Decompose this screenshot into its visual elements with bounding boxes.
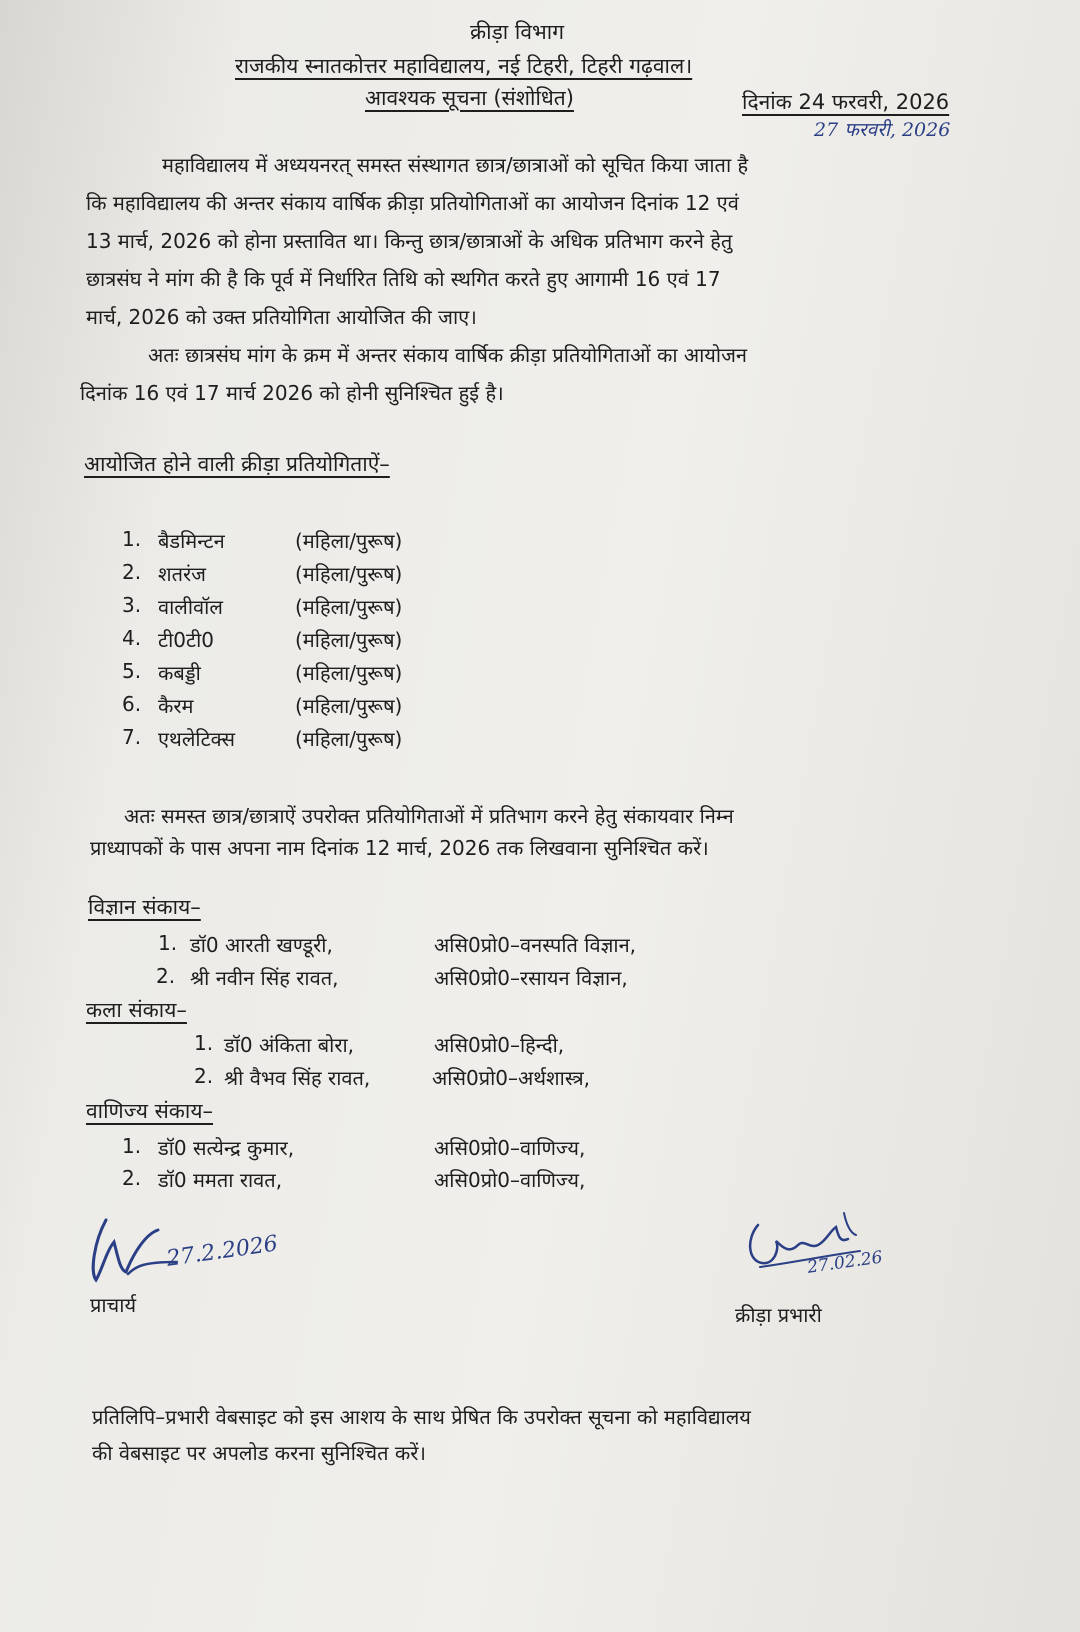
member-designation: असि0प्रो0–रसायन विज्ञान,	[434, 966, 628, 990]
paragraph-line: महाविद्यालय में अध्ययनरत् समस्त संस्थागत छात्र/छात्राओं को सूचित किया जाता है	[162, 153, 749, 177]
notice-date: दिनांक 24 फरवरी, 2026	[742, 90, 950, 114]
sport-name: वालीवॉल	[158, 595, 223, 619]
member-designation: असि0प्रो0–वनस्पति विज्ञान,	[434, 933, 637, 957]
sport-number: 5.	[122, 659, 142, 683]
paragraph-line: प्राध्यापकों के पास अपना नाम दिनांक 12 मार्च, 2026 तक लिखवाना सुनिश्चित करें।	[90, 836, 709, 860]
sport-category: (महिला/पुरूष)	[295, 727, 403, 751]
sports-incharge-signature-date: 27.02.26	[806, 1247, 884, 1278]
faculty-heading-arts: कला संकाय–	[86, 998, 187, 1022]
member-number: 1.	[122, 1134, 142, 1158]
sport-category: (महिला/पुरूष)	[295, 562, 403, 586]
principal-title: प्राचार्य	[90, 1293, 137, 1317]
paragraph-line: की वेबसाइट पर अपलोड करना सुनिश्चित करें।	[92, 1441, 426, 1465]
member-name: श्री वैभव सिंह रावत,	[224, 1066, 371, 1090]
sport-category: (महिला/पुरूष)	[295, 529, 403, 553]
member-number: 2.	[194, 1064, 214, 1088]
member-name: श्री नवीन सिंह रावत,	[190, 966, 339, 990]
notice-title: आवश्यक सूचना (संशोधित)	[365, 86, 574, 110]
member-number: 2.	[156, 964, 176, 988]
paragraph-line: मार्च, 2026 को उक्त प्रतियोगिता आयोजित की जाए।	[86, 305, 477, 329]
principal-signature-date: 27.2.2026	[165, 1231, 280, 1272]
sport-name: एथलेटिक्स	[158, 727, 235, 751]
sport-name: बैडमिन्टन	[158, 529, 225, 553]
paragraph-line: दिनांक 16 एवं 17 मार्च 2026 को होनी सुनिश्चित हुई है।	[80, 381, 504, 405]
sport-number: 4.	[122, 626, 142, 650]
paragraph-line: कि महाविद्यालय की अन्तर संकाय वार्षिक क्रीड़ा प्रतियोगिताओं का आयोजन दिनांक 12 एवं	[86, 191, 739, 215]
faculty-heading-commerce: वाणिज्य संकाय–	[86, 1099, 214, 1123]
sport-number: 7.	[122, 725, 142, 749]
handwritten-revised-date: 27 फरवरी, 2026	[814, 119, 951, 141]
paragraph-line: 13 मार्च, 2026 को होना प्रस्तावित था। किन्तु छात्र/छात्राओं के अधिक प्रतिभाग करने हेतु	[86, 229, 733, 253]
sport-name: कबड्डी	[158, 661, 201, 685]
department-title: क्रीड़ा विभाग	[470, 20, 565, 44]
member-designation: असि0प्रो0–अर्थशास्त्र,	[432, 1066, 591, 1090]
sports-incharge-title: क्रीड़ा प्रभारी	[735, 1303, 822, 1327]
paragraph-line: छात्रसंघ ने मांग की है कि पूर्व में निर्धारित तिथि को स्थगित करते हुए आगामी 16 एवं 17	[86, 267, 721, 291]
member-name: डॉ0 सत्येन्द्र कुमार,	[158, 1136, 295, 1160]
member-number: 1.	[158, 931, 178, 955]
member-designation: असि0प्रो0–वाणिज्य,	[434, 1136, 586, 1160]
college-name: राजकीय स्नातकोत्तर महाविद्यालय, नई टिहरी, टिहरी गढ़वाल।	[235, 54, 693, 78]
sport-category: (महिला/पुरूष)	[295, 694, 403, 718]
sport-category: (महिला/पुरूष)	[295, 661, 403, 685]
sport-number: 3.	[122, 593, 142, 617]
sport-category: (महिला/पुरूष)	[295, 595, 403, 619]
paragraph-line: प्रतिलिपि–प्रभारी वेबसाइट को इस आशय के साथ प्रेषित कि उपरोक्त सूचना को महाविद्यालय	[92, 1405, 751, 1429]
sports-heading: आयोजित होने वाली क्रीड़ा प्रतियोगिताऐं–	[84, 452, 390, 476]
paragraph-line: अतः छात्रसंघ मांग के क्रम में अन्तर संकाय वार्षिक क्रीड़ा प्रतियोगिताओं का आयोजन	[148, 343, 748, 367]
sport-category: (महिला/पुरूष)	[295, 628, 403, 652]
sport-name: शतरंज	[158, 562, 207, 586]
member-number: 1.	[194, 1031, 214, 1055]
sport-name: कैरम	[158, 694, 194, 718]
member-designation: असि0प्रो0–वाणिज्य,	[434, 1168, 586, 1192]
sport-number: 1.	[122, 527, 142, 551]
sport-name: टी0टी0	[158, 628, 214, 652]
faculty-heading-science: विज्ञान संकाय–	[88, 895, 201, 919]
paragraph-line: अतः समस्त छात्र/छात्राऐं उपरोक्त प्रतियोगिताओं में प्रतिभाग करने हेतु संकायवार निम्न	[124, 804, 734, 828]
member-number: 2.	[122, 1166, 142, 1190]
sport-number: 2.	[122, 560, 142, 584]
member-name: डॉ0 आरती खण्डूरी,	[190, 933, 333, 957]
sport-number: 6.	[122, 692, 142, 716]
member-name: डॉ0 ममता रावत,	[158, 1168, 283, 1192]
member-name: डॉ0 अंकिता बोरा,	[224, 1033, 355, 1057]
member-designation: असि0प्रो0–हिन्दी,	[434, 1033, 565, 1057]
